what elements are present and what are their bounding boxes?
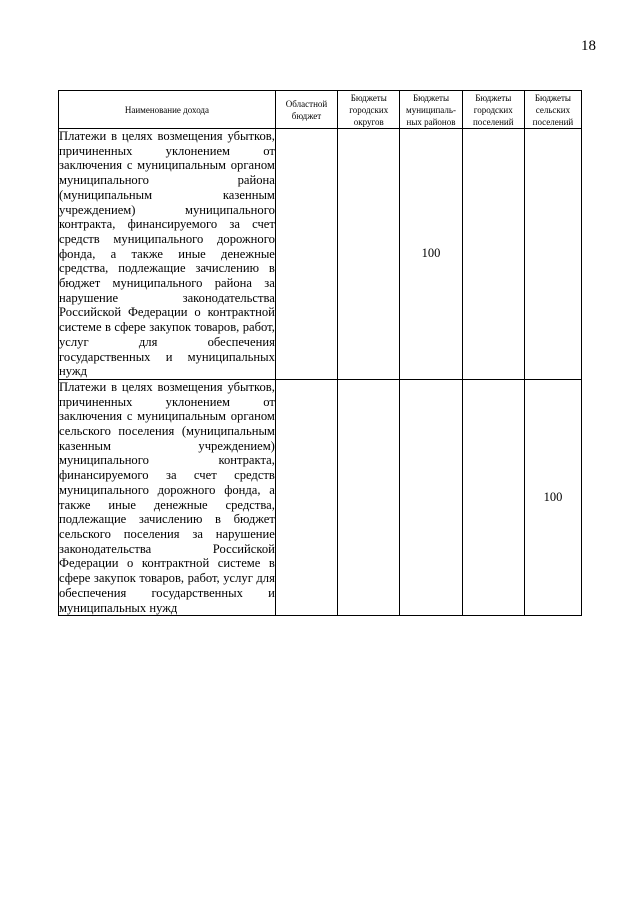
header-city-districts-budgets: Бюджеты городских округов [338, 91, 400, 129]
revenue-name-cell: Платежи в целях возмещения убытков, причиненных уклонением от заключения с муниципальным органом сельского поселения (муниципальным казенным учреждением) муниципального контракта, финансируемого за счет средств муниципального дорожного фонда, а также иные денежные средства, подлежащие зачислению в бюджет сельского поселения за нарушение законодательства Российской Федерации о контрактной системе в сфере закупок товаров, работ, услуг для обеспечения государственных и муниципальных нужд [59, 379, 275, 615]
municipal-districts-cell: 100 [400, 129, 462, 380]
table-row [59, 379, 582, 615]
header-urban-settlements-budgets: Бюджеты городских поселений [462, 91, 524, 129]
regional-budget-cell [275, 129, 337, 380]
rural-settlements-cell: 100 [524, 379, 581, 615]
municipal-districts-cell [400, 379, 462, 615]
table-row [59, 129, 582, 380]
urban-settlements-cell [462, 379, 524, 615]
table-header-row [59, 91, 582, 129]
urban-settlements-cell [462, 129, 524, 380]
revenue-distribution-table [58, 90, 582, 616]
city-districts-cell [338, 129, 400, 380]
city-districts-cell [338, 379, 400, 615]
header-regional-budget: Областной бюджет [275, 91, 337, 129]
page-number: 18 [581, 38, 596, 54]
header-revenue-name: Наименование дохода [59, 91, 276, 129]
header-rural-settlements-budgets: Бюджеты сельских поселений [524, 91, 581, 129]
revenue-name-cell: Платежи в целях возмещения убытков, причиненных уклонением от заключения с муниципальным органом муниципального района (муниципальным казенным учреждением) муниципального контракта, финансируемого за счет средств муниципального дорожного фонда, а также иные денежные средства, подлежащие зачислению в бюджет муниципального района за нарушение законодательства Российской Федерации о контрактной системе в сфере закупок товаров, работ, услуг для обеспечения государственных и муниципальных нужд [59, 129, 275, 379]
regional-budget-cell [275, 379, 337, 615]
rural-settlements-cell [524, 129, 581, 380]
header-municipal-districts-budgets: Бюджеты муниципаль-ных районов [400, 91, 462, 129]
